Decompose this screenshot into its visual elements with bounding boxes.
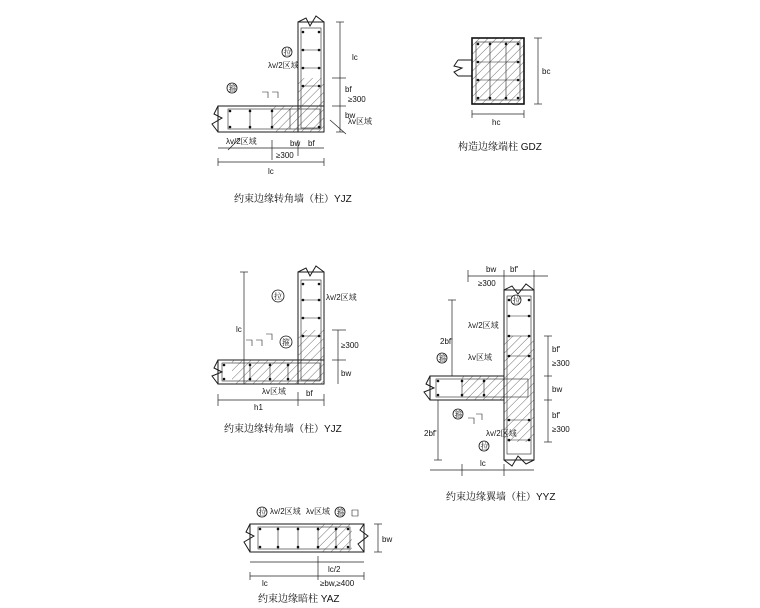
dim-lc-half: lc/2 — [328, 565, 341, 574]
break-line-bottom-4 — [504, 456, 534, 466]
dim-ge300-horizontal: ≥300 — [276, 151, 294, 160]
stirrup-label: 箍 — [228, 84, 237, 93]
break-line-left-5 — [244, 524, 254, 552]
dim-ge300-vertical: ≥300 — [348, 95, 366, 104]
zone-half-label-4b: λv/2区域 — [486, 429, 517, 438]
dim-ge300-3: ≥300 — [341, 341, 359, 350]
dim-bf-horizontal: bf — [308, 139, 315, 148]
dim-lc-horizontal: lc — [268, 167, 274, 176]
zone-full-label-4: λv区域 — [468, 353, 492, 362]
zone-half-label-3: λv/2区域 — [326, 293, 357, 302]
break-line-top-4 — [504, 284, 534, 294]
tie-hook-mark-5 — [352, 510, 358, 516]
dim-lc-5: lc — [262, 579, 268, 588]
stirrup-label-5: 箍 — [336, 508, 345, 517]
column-hatch — [472, 38, 524, 104]
dim-lc-3: lc — [236, 325, 242, 334]
dim-bw-horizontal: bw — [290, 139, 301, 148]
dim-bf-top: bf' — [510, 265, 519, 274]
tie-label-4: 拉 — [512, 296, 521, 305]
dim-bf-right-2: bf' — [552, 411, 561, 420]
zone-half-label: λv/2区域 — [268, 61, 299, 70]
dim-lc-vertical: lc — [352, 53, 358, 62]
stirrup-label-2: 箍 — [282, 338, 290, 347]
zone-full-label: λv区域 — [348, 117, 372, 126]
dim-bf-3: bf — [306, 389, 313, 398]
zone-hatch-vertical — [298, 78, 324, 106]
zone-hatch-web — [462, 376, 504, 400]
break-line-top-2 — [298, 266, 324, 276]
dim-bw-top: bw — [486, 265, 497, 274]
break-line-right-5 — [358, 524, 368, 552]
zone-full-label-5: λv区域 — [306, 507, 330, 516]
diagram-hidden-column — [244, 506, 392, 605]
tie-hook-marks-2 — [246, 334, 272, 346]
dim-bf-vertical: bf — [345, 85, 352, 94]
diagram-flange-wall — [424, 265, 570, 503]
dim-bw-right: bw — [552, 385, 563, 394]
dim-ge300-top: ≥300 — [478, 279, 496, 288]
diagram-end-column — [454, 38, 550, 153]
caption-gdz: 构造边缘端柱 GDZ — [458, 142, 542, 153]
zone-half-label-4: λv/2区域 — [468, 321, 499, 330]
dim-ge300-right: ≥300 — [552, 359, 570, 368]
zone-full-label-3: λv区域 — [262, 387, 286, 396]
diagram-corner-wall-2 — [212, 266, 359, 435]
zone-half-label-2: λv/2区域 — [226, 137, 257, 146]
caption-yaz: 约束边缘暗柱 YAZ — [258, 594, 340, 605]
tie-label-2: 拉 — [274, 292, 282, 301]
dim-ge-5: ≥bw,≥400 — [320, 579, 355, 588]
break-line-top — [298, 16, 324, 26]
break-line-left-4 — [424, 376, 434, 400]
tie-label-4b: 拉 — [480, 442, 489, 451]
zone-half-label-5: λv/2区域 — [270, 507, 301, 516]
diagram-corner-wall-1 — [212, 16, 372, 205]
dim-lc-4: lc — [480, 459, 486, 468]
stirrup-label-4b: 箍 — [454, 410, 463, 419]
tie-label: 拉 — [283, 48, 292, 57]
dim-bw-3: bw — [341, 369, 352, 378]
zone-hatch-flange — [504, 336, 534, 442]
caption-yyz: 约束边缘翼墙（柱）YYZ — [446, 492, 556, 503]
dim-bw-5: bw — [382, 535, 393, 544]
tie-hook-marks-4 — [468, 414, 482, 424]
caption-yjz-1: 约束边缘转角墙（柱）YJZ — [234, 194, 352, 205]
caption-yjz-2: 约束边缘转角墙（柱）YJZ — [224, 424, 342, 435]
break-line-left-2 — [212, 360, 222, 384]
dim-ge300-right-2: ≥300 — [552, 425, 570, 434]
dim-hc: hc — [492, 118, 501, 127]
stirrup-label-4: 箍 — [438, 354, 447, 363]
dim-bf-right: bf' — [552, 345, 561, 354]
dim-bw-vertical: bw — [345, 111, 356, 120]
dim-2bf-left-2: 2bf' — [424, 429, 437, 438]
tie-label-5: 拉 — [258, 508, 267, 517]
break-line-gdz — [454, 60, 462, 76]
dim-h1: h1 — [254, 403, 263, 412]
dim-2bf-left: 2bf' — [440, 337, 453, 346]
dim-bc: bc — [542, 67, 551, 76]
tie-hook-marks — [262, 92, 278, 98]
break-line-left — [212, 106, 222, 132]
